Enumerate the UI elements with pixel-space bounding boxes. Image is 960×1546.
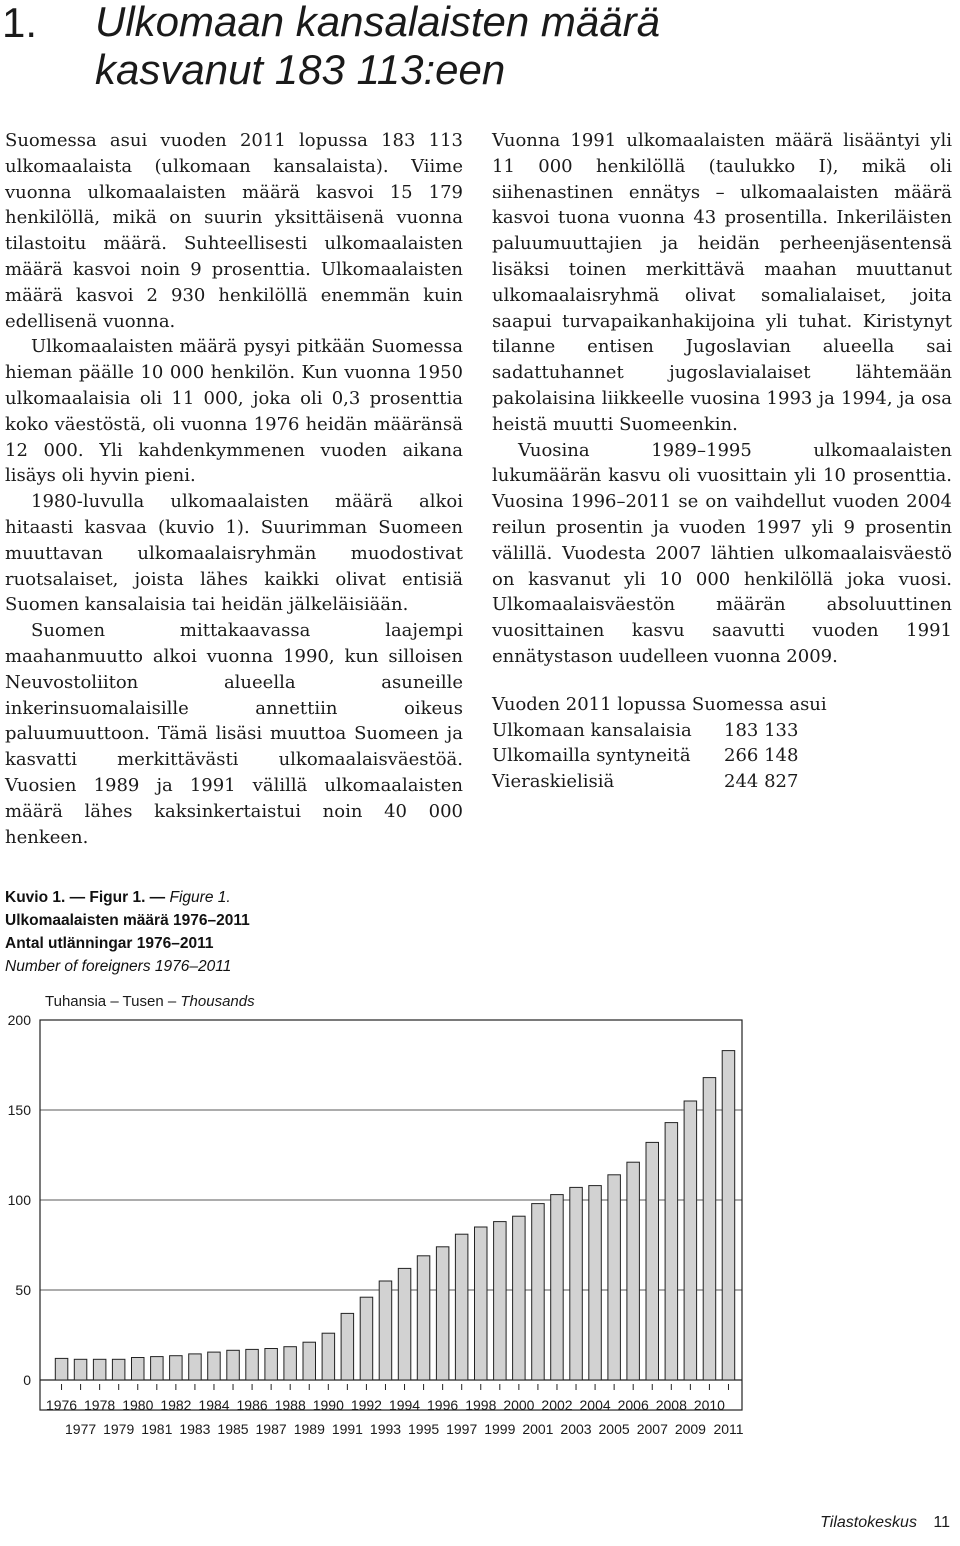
bar-1994 — [398, 1268, 411, 1380]
x-tick-label: 1983 — [179, 1421, 211, 1437]
stats-row — [492, 769, 952, 795]
stats-heading: Vuoden 2011 lopussa Suomessa asui — [492, 693, 827, 715]
x-tick-label: 1999 — [484, 1421, 516, 1437]
bar-1993 — [379, 1281, 392, 1380]
stats-label: Ulkomailla syntyneitä — [492, 745, 691, 767]
bar-1977 — [74, 1359, 87, 1380]
bar-1976 — [55, 1358, 68, 1380]
chapter-title-line1: Ulkomaan kansalaisten määrä — [95, 0, 660, 45]
bar-chart — [0, 1000, 960, 1450]
x-tick-label: 2010 — [693, 1397, 725, 1413]
x-tick-label: 1997 — [446, 1421, 478, 1437]
figure-caption — [5, 886, 250, 978]
bar-2003 — [570, 1187, 583, 1380]
x-tick-label: 2006 — [617, 1397, 649, 1413]
figure-title-sv: Antal utlänningar 1976–2011 — [5, 935, 214, 952]
x-tick-label: 1988 — [274, 1397, 306, 1413]
x-tick-label: 1989 — [293, 1421, 325, 1437]
x-tick-label: 1979 — [103, 1421, 135, 1437]
unit-label-en: Thousands — [180, 993, 255, 1010]
footer-organization: Tilastokeskus — [820, 1514, 917, 1531]
bar-2002 — [551, 1195, 564, 1380]
x-tick-label: 1991 — [331, 1421, 363, 1437]
stats-value: 183 133 — [724, 719, 799, 741]
left-paragraph-2: Ulkomaalaisten määrä pysyi pitkään Suomessa hieman päälle 10 000 henkilön. Kun vuonna 1950 ulkomaalaisia oli 11 000, joka oli 0,3 prosenttia koko väestöstä, oli vuonna 1976 heidän määränsä 12 000. Yli kahdenkymmenen vuoden aikana lisäys oli hyvin pieni. — [5, 336, 463, 487]
bar-2004 — [589, 1186, 602, 1380]
x-tick-label: 2000 — [503, 1397, 535, 1413]
y-tick-label: 100 — [7, 1192, 31, 1208]
bar-1985 — [227, 1350, 240, 1380]
bar-1981 — [151, 1357, 164, 1380]
stats-row — [492, 743, 952, 769]
stats-value: 266 148 — [724, 745, 799, 767]
x-tick-label: 2004 — [579, 1397, 611, 1413]
x-tick-label: 1982 — [160, 1397, 192, 1413]
x-tick-label: 1977 — [65, 1421, 97, 1437]
left-column — [5, 128, 463, 850]
figure-title-fi: Ulkomaalaisten määrä 1976–2011 — [5, 912, 250, 929]
chapter-title-line2: kasvanut 183 113:een — [95, 46, 506, 93]
bar-1999 — [494, 1222, 507, 1380]
bar-1978 — [93, 1359, 106, 1380]
figure-number-fi-sv: Kuvio 1. — Figur 1. — — [5, 889, 166, 906]
chapter-heading — [0, 0, 940, 100]
chapter-number: 1. — [2, 0, 38, 46]
x-tick-label: 2002 — [541, 1397, 573, 1413]
x-tick-label: 1993 — [369, 1421, 402, 1437]
left-paragraph-4: Suomen mittakaavassa laajempi maahanmuutto alkoi vuonna 1990, kun silloisen Neuvostoliiton alueella asuneille inkerinsuomalaisille annettiin oikeus paluumuuttoon. Tämä lisäsi muuttoa Suomeen ja kasvatti merkittävästi ulkomaalaisväestöä. Vuosien 1989 ja 1991 välillä ulkomaalaisten määrä lähes kaksinkertaistui noin 40 000 henkeen. — [5, 620, 463, 848]
left-paragraph-1: Suomessa asui vuoden 2011 lopussa 183 113 ulkomaalaista (ulkomaan kansalaista). Viime vuonna ulkomaalaisten määrä kasvoi 15 179 henkilöllä, mikä on suurin yksittäisenä vuonna tilastoitu määrä. Suhteellisesti ulkomaalaisten määrä kasvoi noin 9 prosenttia. Ulkomaalaisten määrä kasvoi 2 930 henkilöllä enemmän kuin edellisenä vuonna. — [5, 130, 463, 332]
bar-1986 — [246, 1349, 258, 1380]
bar-1992 — [360, 1297, 373, 1380]
bar-1996 — [436, 1247, 449, 1380]
stats-box — [492, 692, 952, 795]
left-paragraph-3: 1980-luvulla ulkomaalaisten määrä alkoi hitaasti kasvaa (kuvio 1). Suurimman Suomeen muuttavan ulkomaalaisryhmän muodostivat ruotsalaiset, joista lähes kaikki olivat entisiä Suomen kansalaisia tai heidän jälkeläisiään. — [5, 491, 463, 616]
figure-number — [5, 886, 250, 909]
stats-label: Vieraskielisiä — [492, 771, 615, 793]
bar-2008 — [665, 1123, 678, 1380]
x-tick-label: 1976 — [45, 1397, 78, 1413]
bar-1980 — [132, 1358, 145, 1381]
stats-label: Ulkomaan kansalaisia — [492, 719, 692, 741]
bar-1990 — [322, 1333, 335, 1380]
chapter-title — [95, 0, 915, 94]
y-tick-label: 200 — [7, 1012, 31, 1028]
bar-1979 — [112, 1359, 125, 1380]
x-tick-label: 1985 — [217, 1421, 249, 1437]
x-tick-label: 2009 — [674, 1421, 706, 1437]
x-tick-label: 1995 — [408, 1421, 440, 1437]
right-paragraph-1: Vuonna 1991 ulkomaalaisten määrä lisääntyi yli 11 000 henkilöllä (taulukko I), mikä oli siihenastinen ennätys – ulkomaalaisten määrä kasvoi tuona vuonna 43 prosentilla. Inkeriläisten paluumuuttajien ja heidän perheenjäsentensä lisäksi toinen merkittävä maahan muuttanut ulkomaalaisryhmä olivat somalialaiset, joita saapui turvapaikanhakijoina yli tuhat. Kiristynyt tilanne entisen Jugoslavian alueella sai sadattuhannet jugoslavialaiset lähtemään pakolaisina liikkeelle vuosina 1993 ja 1994, ja osa heistä muutti Suomeenkin. — [492, 130, 952, 435]
y-tick-label: 0 — [23, 1372, 31, 1388]
x-tick-label: 1981 — [141, 1421, 173, 1437]
x-tick-label: 2005 — [598, 1421, 630, 1437]
bar-1991 — [341, 1313, 354, 1380]
right-paragraph-2: Vuosina 1989–1995 ulkomaalaisten lukumäärän kasvu oli vuosittain yli 10 prosenttia. Vuosina 1996–2011 se on vaihdellut vuoden 2004 reilun prosentin ja vuoden 1997 yli 9 prosentin välillä. Vuodesta 2007 lähtien ulkomaalaisväestö on kasvanut yli 10 000 henkilöllä joka vuosi. Ulkomaalaisväestön määrän absoluuttinen vuosittainen kasvu saavutti vuoden 1991 ennätystason uudelleen vuonna 2009. — [492, 439, 952, 667]
x-tick-label: 1994 — [388, 1397, 421, 1413]
x-tick-label: 1986 — [236, 1397, 268, 1413]
stats-row — [492, 718, 952, 744]
right-column — [492, 128, 952, 795]
x-tick-label: 2007 — [636, 1421, 668, 1437]
x-tick-label: 1980 — [122, 1397, 154, 1413]
bar-1997 — [455, 1234, 468, 1380]
x-tick-label: 2001 — [522, 1421, 554, 1437]
bar-2011 — [722, 1051, 735, 1380]
bar-2006 — [627, 1162, 640, 1380]
bar-2007 — [646, 1142, 659, 1380]
bar-2000 — [513, 1216, 526, 1380]
unit-label-fi-sv: Tuhansia – Tusen – — [45, 993, 177, 1010]
bar-1995 — [417, 1256, 430, 1380]
bar-1982 — [170, 1356, 183, 1380]
bar-2001 — [532, 1204, 545, 1380]
x-tick-label: 1992 — [350, 1397, 382, 1413]
bar-1998 — [475, 1227, 488, 1380]
x-tick-label: 2003 — [560, 1421, 592, 1437]
y-tick-label: 50 — [15, 1282, 31, 1298]
bar-1983 — [189, 1354, 202, 1380]
x-tick-label: 1978 — [84, 1397, 116, 1413]
x-tick-label: 1990 — [312, 1397, 344, 1413]
bar-2009 — [684, 1101, 697, 1380]
bar-1984 — [208, 1352, 221, 1380]
x-tick-label: 1987 — [255, 1421, 287, 1437]
x-tick-label: 1996 — [427, 1397, 459, 1413]
figure-title-en: Number of foreigners 1976–2011 — [5, 958, 232, 975]
x-tick-label: 1984 — [198, 1397, 230, 1413]
x-tick-label: 1998 — [465, 1397, 497, 1413]
x-tick-label: 2008 — [655, 1397, 687, 1413]
y-tick-label: 150 — [7, 1102, 31, 1118]
bar-1987 — [265, 1349, 278, 1381]
page-number: 11 — [933, 1514, 950, 1531]
bar-2005 — [608, 1175, 621, 1380]
bar-2010 — [703, 1078, 716, 1380]
x-tick-label: 2011 — [713, 1421, 744, 1437]
bar-1988 — [284, 1347, 297, 1380]
page-footer — [820, 1514, 950, 1532]
figure-number-en: Figure 1. — [169, 889, 231, 906]
bar-1989 — [303, 1342, 316, 1380]
stats-value: 244 827 — [724, 771, 799, 793]
